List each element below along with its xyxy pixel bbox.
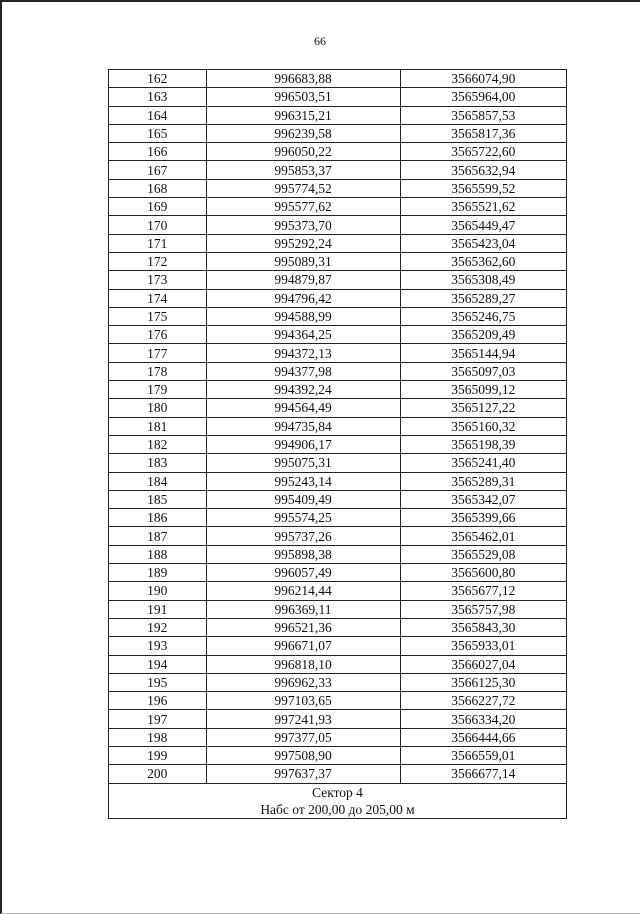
coord-y-cell: 3565817,36 — [400, 124, 566, 142]
point-number-cell: 179 — [109, 381, 207, 399]
coord-x-cell: 994588,99 — [206, 307, 400, 325]
point-number-cell: 191 — [109, 600, 207, 618]
coord-x-cell: 995853,37 — [206, 161, 400, 179]
page-number: 66 — [314, 34, 326, 48]
table-row — [109, 509, 567, 527]
table-row — [109, 70, 567, 88]
table-row — [109, 179, 567, 197]
point-number-cell: 186 — [109, 509, 207, 527]
table-row — [109, 307, 567, 325]
coord-y-cell: 3565857,53 — [400, 106, 566, 124]
point-number-cell: 171 — [109, 234, 207, 252]
coord-x-cell: 997508,90 — [206, 746, 400, 764]
coord-x-cell: 996683,88 — [206, 70, 400, 88]
coord-x-cell: 997637,37 — [206, 765, 400, 783]
table-row — [109, 362, 567, 380]
coord-y-cell: 3566074,90 — [400, 70, 566, 88]
coord-x-cell: 994906,17 — [206, 435, 400, 453]
coord-y-cell: 3566027,04 — [400, 655, 566, 673]
coordinates-table — [108, 69, 567, 819]
table-row — [109, 746, 567, 764]
coord-y-cell: 3565843,30 — [400, 618, 566, 636]
coord-y-cell: 3565099,12 — [400, 381, 566, 399]
coord-x-cell: 995075,31 — [206, 454, 400, 472]
table-row — [109, 673, 567, 691]
coord-y-cell: 3565097,03 — [400, 362, 566, 380]
coord-y-cell: 3565160,32 — [400, 417, 566, 435]
coord-x-cell: 996671,07 — [206, 637, 400, 655]
coord-x-cell: 996239,58 — [206, 124, 400, 142]
coordinates-table-body — [109, 70, 567, 784]
point-number-cell: 167 — [109, 161, 207, 179]
coord-y-cell: 3565933,01 — [400, 637, 566, 655]
coord-x-cell: 996521,36 — [206, 618, 400, 636]
point-number-cell: 194 — [109, 655, 207, 673]
coord-y-cell: 3565462,01 — [400, 527, 566, 545]
point-number-cell: 175 — [109, 307, 207, 325]
table-row — [109, 216, 567, 234]
coord-y-cell: 3566125,30 — [400, 673, 566, 691]
coord-x-cell: 995774,52 — [206, 179, 400, 197]
table-row — [109, 289, 567, 307]
table-row — [109, 637, 567, 655]
coord-y-cell: 3565677,12 — [400, 582, 566, 600]
point-number-cell: 164 — [109, 106, 207, 124]
point-number-cell: 163 — [109, 88, 207, 106]
sector-footer-row — [109, 783, 567, 818]
table-row — [109, 106, 567, 124]
coord-y-cell: 3566677,14 — [400, 765, 566, 783]
coord-y-cell: 3565127,22 — [400, 399, 566, 417]
point-number-cell: 176 — [109, 326, 207, 344]
table-row — [109, 435, 567, 453]
coord-x-cell: 994879,87 — [206, 271, 400, 289]
table-row — [109, 271, 567, 289]
point-number-cell: 170 — [109, 216, 207, 234]
table-row — [109, 490, 567, 508]
coord-y-cell: 3565342,07 — [400, 490, 566, 508]
table-row — [109, 710, 567, 728]
coord-x-cell: 997103,65 — [206, 692, 400, 710]
point-number-cell: 196 — [109, 692, 207, 710]
coord-x-cell: 994735,84 — [206, 417, 400, 435]
coord-x-cell: 996962,33 — [206, 673, 400, 691]
point-number-cell: 181 — [109, 417, 207, 435]
sector-height-range: Набс от 200,00 до 205,00 м — [260, 801, 415, 817]
coord-y-cell: 3566444,66 — [400, 728, 566, 746]
point-number-cell: 183 — [109, 454, 207, 472]
point-number-cell: 162 — [109, 70, 207, 88]
point-number-cell: 200 — [109, 765, 207, 783]
table-row — [109, 198, 567, 216]
point-number-cell: 184 — [109, 472, 207, 490]
coord-y-cell: 3565308,49 — [400, 271, 566, 289]
point-number-cell: 185 — [109, 490, 207, 508]
point-number-cell: 198 — [109, 728, 207, 746]
table-row — [109, 326, 567, 344]
table-row — [109, 527, 567, 545]
coord-y-cell: 3565449,47 — [400, 216, 566, 234]
coord-x-cell: 995409,49 — [206, 490, 400, 508]
coord-x-cell: 997241,93 — [206, 710, 400, 728]
coord-y-cell: 3565144,94 — [400, 344, 566, 362]
coord-y-cell: 3565399,66 — [400, 509, 566, 527]
coord-x-cell: 994372,13 — [206, 344, 400, 362]
point-number-cell: 199 — [109, 746, 207, 764]
table-row — [109, 417, 567, 435]
coord-y-cell: 3565757,98 — [400, 600, 566, 618]
table-row — [109, 582, 567, 600]
sector-footer-cell — [109, 783, 567, 818]
point-number-cell: 180 — [109, 399, 207, 417]
point-number-cell: 177 — [109, 344, 207, 362]
point-number-cell: 178 — [109, 362, 207, 380]
coord-x-cell: 996057,49 — [206, 564, 400, 582]
sector-title: Сектор 4 — [312, 784, 363, 800]
coord-y-cell: 3565521,62 — [400, 198, 566, 216]
coord-x-cell: 997377,05 — [206, 728, 400, 746]
coord-y-cell: 3565599,52 — [400, 179, 566, 197]
coord-x-cell: 995373,70 — [206, 216, 400, 234]
coord-y-cell: 3565209,49 — [400, 326, 566, 344]
table-row — [109, 618, 567, 636]
coord-x-cell: 994364,25 — [206, 326, 400, 344]
table-row — [109, 545, 567, 563]
point-number-cell: 169 — [109, 198, 207, 216]
coord-x-cell: 996315,21 — [206, 106, 400, 124]
table-row — [109, 564, 567, 582]
coord-x-cell: 996050,22 — [206, 143, 400, 161]
coord-y-cell: 3565632,94 — [400, 161, 566, 179]
coord-x-cell: 994796,42 — [206, 289, 400, 307]
table-row — [109, 765, 567, 783]
point-number-cell: 189 — [109, 564, 207, 582]
coord-y-cell: 3565246,75 — [400, 307, 566, 325]
coord-y-cell: 3565198,39 — [400, 435, 566, 453]
table-row — [109, 381, 567, 399]
point-number-cell: 190 — [109, 582, 207, 600]
coord-x-cell: 995292,24 — [206, 234, 400, 252]
coord-x-cell: 996503,51 — [206, 88, 400, 106]
coord-x-cell: 995243,14 — [206, 472, 400, 490]
table-row — [109, 600, 567, 618]
table-row — [109, 692, 567, 710]
coord-x-cell: 995737,26 — [206, 527, 400, 545]
table-row — [109, 472, 567, 490]
coord-y-cell: 3565289,31 — [400, 472, 566, 490]
coord-x-cell: 996818,10 — [206, 655, 400, 673]
coord-y-cell: 3565362,60 — [400, 252, 566, 270]
point-number-cell: 197 — [109, 710, 207, 728]
coord-x-cell: 996369,11 — [206, 600, 400, 618]
coord-y-cell: 3565722,60 — [400, 143, 566, 161]
point-number-cell: 193 — [109, 637, 207, 655]
table-row — [109, 143, 567, 161]
table-row — [109, 88, 567, 106]
table-row — [109, 124, 567, 142]
coord-y-cell: 3566227,72 — [400, 692, 566, 710]
point-number-cell: 173 — [109, 271, 207, 289]
coord-y-cell: 3565241,40 — [400, 454, 566, 472]
coord-y-cell: 3565529,08 — [400, 545, 566, 563]
coord-x-cell: 995898,38 — [206, 545, 400, 563]
point-number-cell: 174 — [109, 289, 207, 307]
table-row — [109, 344, 567, 362]
coord-y-cell: 3565423,04 — [400, 234, 566, 252]
coord-y-cell: 3566334,20 — [400, 710, 566, 728]
coord-x-cell: 996214,44 — [206, 582, 400, 600]
coord-y-cell: 3566559,01 — [400, 746, 566, 764]
table-row — [109, 234, 567, 252]
coord-y-cell: 3565600,80 — [400, 564, 566, 582]
coord-x-cell: 994564,49 — [206, 399, 400, 417]
table-row — [109, 161, 567, 179]
point-number-cell: 192 — [109, 618, 207, 636]
point-number-cell: 188 — [109, 545, 207, 563]
point-number-cell: 165 — [109, 124, 207, 142]
table-row — [109, 728, 567, 746]
point-number-cell: 195 — [109, 673, 207, 691]
coord-y-cell: 3565289,27 — [400, 289, 566, 307]
point-number-cell: 166 — [109, 143, 207, 161]
table-row — [109, 252, 567, 270]
table-row — [109, 399, 567, 417]
point-number-cell: 172 — [109, 252, 207, 270]
point-number-cell: 168 — [109, 179, 207, 197]
coord-x-cell: 994392,24 — [206, 381, 400, 399]
point-number-cell: 187 — [109, 527, 207, 545]
coord-x-cell: 995577,62 — [206, 198, 400, 216]
point-number-cell: 182 — [109, 435, 207, 453]
table-row — [109, 454, 567, 472]
coord-y-cell: 3565964,00 — [400, 88, 566, 106]
coord-x-cell: 994377,98 — [206, 362, 400, 380]
coord-x-cell: 995089,31 — [206, 252, 400, 270]
coord-x-cell: 995574,25 — [206, 509, 400, 527]
table-row — [109, 655, 567, 673]
